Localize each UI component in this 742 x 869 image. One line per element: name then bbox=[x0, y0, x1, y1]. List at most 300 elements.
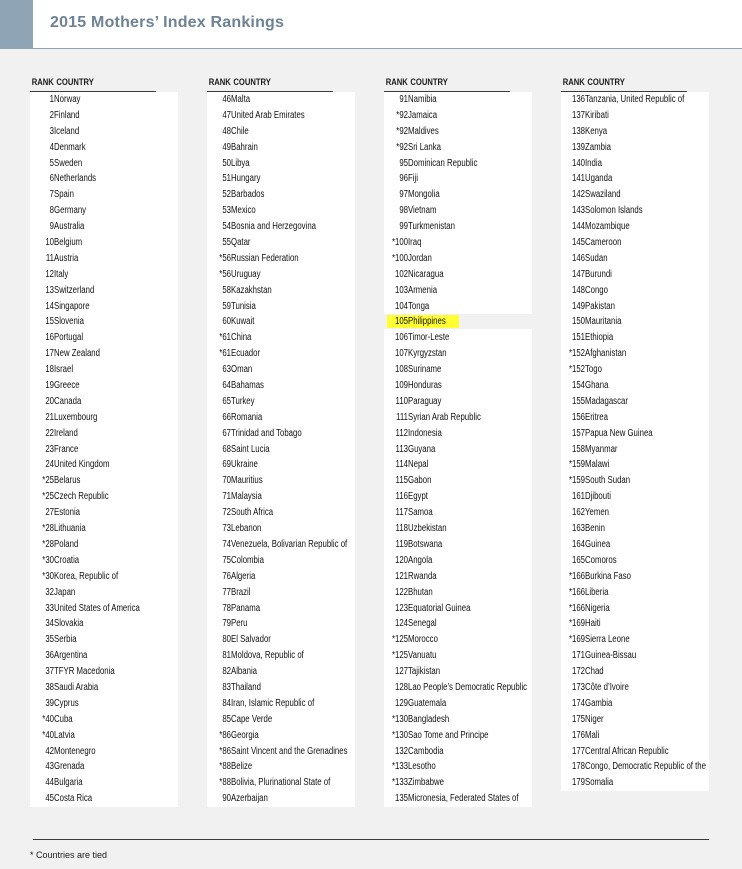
ranking-row bbox=[384, 92, 532, 108]
rank-value: *166 bbox=[568, 602, 585, 614]
rank-value: *133 bbox=[391, 777, 408, 789]
country-name: Belgium bbox=[54, 237, 83, 249]
rank-value: 155 bbox=[571, 395, 585, 407]
rank-value: 78 bbox=[222, 602, 231, 614]
rank-value: 162 bbox=[571, 507, 585, 519]
country-name: Tonga bbox=[408, 300, 430, 312]
rank-value: 156 bbox=[571, 411, 585, 423]
rank-value: *133 bbox=[391, 761, 408, 773]
ranking-row bbox=[30, 457, 178, 473]
rank-value: *92 bbox=[396, 141, 408, 153]
rank-value: 84 bbox=[222, 697, 231, 709]
ranking-row bbox=[561, 187, 709, 203]
ranking-row bbox=[30, 632, 178, 648]
country-name: Venezuela, Bolivarian Republic of bbox=[231, 538, 348, 550]
country-name: Madagascar bbox=[585, 395, 628, 407]
rank-value: 13 bbox=[45, 284, 54, 296]
ranking-row bbox=[384, 283, 532, 299]
ranking-row bbox=[30, 346, 178, 362]
ranking-row bbox=[561, 410, 709, 426]
rank-value: 8 bbox=[49, 205, 54, 217]
rank-value: *125 bbox=[391, 650, 408, 662]
ranking-row bbox=[207, 124, 355, 140]
country-name: Chile bbox=[231, 125, 249, 137]
ranking-row bbox=[561, 330, 709, 346]
rank-value: 5 bbox=[49, 157, 54, 169]
country-name: Iceland bbox=[54, 125, 80, 137]
country-name: Sierra Leone bbox=[585, 634, 630, 646]
country-name: Bangladesh bbox=[408, 713, 450, 725]
ranking-row bbox=[30, 505, 178, 521]
rank-value: 34 bbox=[45, 618, 54, 630]
rank-value: *56 bbox=[219, 268, 231, 280]
ranking-row bbox=[384, 187, 532, 203]
rank-value: 69 bbox=[222, 459, 231, 471]
ranking-row bbox=[30, 712, 178, 728]
rank-value: 9 bbox=[49, 221, 54, 233]
footnote: * Countries are tied bbox=[30, 850, 108, 860]
country-name: Lao People’s Democratic Republic bbox=[408, 681, 528, 693]
ranking-row bbox=[30, 473, 178, 489]
ranking-row bbox=[207, 171, 355, 187]
country-name: Uzbekistan bbox=[408, 523, 447, 535]
rank-value: 148 bbox=[571, 284, 585, 296]
rank-value: *125 bbox=[391, 634, 408, 646]
country-name: Brazil bbox=[231, 586, 251, 598]
ranking-row bbox=[384, 712, 532, 728]
country-name: Greece bbox=[54, 380, 80, 392]
rank-value: 147 bbox=[571, 268, 585, 280]
rank-value: 111 bbox=[396, 411, 408, 423]
country-name: Egypt bbox=[408, 491, 428, 503]
country-name: Panama bbox=[231, 602, 261, 614]
rank-value: 117 bbox=[395, 507, 408, 519]
country-name: Kyrgyzstan bbox=[408, 348, 447, 360]
country-name: Mauritania bbox=[585, 316, 622, 328]
country-name: Sri Lanka bbox=[408, 141, 441, 153]
country-name: Liberia bbox=[585, 586, 609, 598]
ranking-row bbox=[207, 92, 355, 108]
country-name: Senegal bbox=[408, 618, 437, 630]
country-name: Saint Vincent and the Grenadines bbox=[231, 745, 348, 757]
rank-value: 114 bbox=[395, 459, 408, 471]
country-name: Barbados bbox=[231, 189, 265, 201]
column-header bbox=[30, 74, 156, 92]
country-header: COUNTRY bbox=[56, 77, 94, 87]
rank-value: 53 bbox=[222, 205, 231, 217]
country-name: Indonesia bbox=[408, 427, 442, 439]
rank-value: 1 bbox=[49, 94, 54, 105]
country-name: Lesotho bbox=[408, 761, 436, 773]
rank-value: 116 bbox=[395, 491, 408, 503]
ranking-row bbox=[30, 330, 178, 346]
country-name: Hungary bbox=[231, 173, 261, 185]
ranking-row bbox=[561, 616, 709, 632]
rank-value: *25 bbox=[42, 491, 54, 503]
ranking-row bbox=[207, 362, 355, 378]
rank-value: 140 bbox=[571, 157, 585, 169]
country-name: Algeria bbox=[231, 570, 256, 582]
rank-value: 27 bbox=[45, 507, 54, 519]
country-name: Angola bbox=[408, 554, 433, 566]
ranking-row bbox=[384, 362, 532, 378]
rank-value: 177 bbox=[571, 745, 585, 757]
ranking-row bbox=[207, 759, 355, 775]
ranking-row bbox=[30, 187, 178, 203]
rank-value: 7 bbox=[49, 189, 54, 201]
country-name: Bhutan bbox=[408, 586, 433, 598]
ranking-row bbox=[207, 648, 355, 664]
country-name: Micronesia, Federated States of bbox=[408, 793, 519, 805]
rank-value: 36 bbox=[45, 650, 54, 662]
rankings-list bbox=[561, 92, 709, 791]
rank-value: *159 bbox=[568, 459, 585, 471]
country-name: Timor-Leste bbox=[408, 332, 450, 344]
country-name: Austria bbox=[54, 252, 79, 264]
rank-value: 143 bbox=[571, 205, 585, 217]
rank-value: 142 bbox=[571, 189, 585, 201]
ranking-row bbox=[384, 648, 532, 664]
country-name: Germany bbox=[54, 205, 87, 217]
rank-value: 38 bbox=[45, 681, 54, 693]
country-name: Slovakia bbox=[54, 618, 84, 630]
country-name: Yemen bbox=[585, 507, 610, 519]
rank-value: 105 bbox=[394, 316, 408, 328]
country-name: Nicaragua bbox=[408, 268, 444, 280]
country-name: Tajikistan bbox=[408, 666, 441, 678]
country-name: Syrian Arab Republic bbox=[408, 411, 481, 423]
column-header bbox=[561, 74, 687, 92]
ranking-row bbox=[207, 219, 355, 235]
rank-value: 2 bbox=[49, 109, 54, 121]
ranking-row bbox=[384, 378, 532, 394]
country-name: Mexico bbox=[231, 205, 256, 217]
ranking-row bbox=[384, 219, 532, 235]
country-name: Ukraine bbox=[231, 459, 258, 471]
country-name: Chad bbox=[585, 666, 604, 678]
country-name: Lithuania bbox=[54, 523, 86, 535]
country-name: Singapore bbox=[54, 300, 90, 312]
rank-value: *40 bbox=[42, 713, 54, 725]
ranking-row bbox=[384, 569, 532, 585]
ranking-row bbox=[384, 457, 532, 473]
country-name: Colombia bbox=[231, 554, 264, 566]
country-name: Botswana bbox=[408, 538, 443, 550]
ranking-row bbox=[561, 346, 709, 362]
rank-value: 73 bbox=[222, 523, 231, 535]
rank-value: 51 bbox=[222, 173, 231, 185]
country-name: Sudan bbox=[585, 252, 608, 264]
ranking-row bbox=[384, 728, 532, 744]
rank-value: 146 bbox=[571, 252, 585, 264]
country-name: Pakistan bbox=[585, 300, 615, 312]
ranking-row bbox=[207, 314, 355, 330]
ranking-row bbox=[384, 585, 532, 601]
country-name: Azerbaijan bbox=[231, 793, 268, 805]
ranking-row bbox=[30, 601, 178, 617]
rank-value: 132 bbox=[394, 745, 408, 757]
country-name: India bbox=[585, 157, 602, 169]
ranking-row bbox=[207, 457, 355, 473]
ranking-row bbox=[384, 680, 532, 696]
rank-value: 138 bbox=[571, 125, 585, 137]
rank-value: 15 bbox=[45, 316, 54, 328]
ranking-row bbox=[561, 696, 709, 712]
rank-value: 6 bbox=[49, 173, 54, 185]
rank-value: 118 bbox=[395, 523, 408, 535]
ranking-row bbox=[30, 521, 178, 537]
country-name: Uganda bbox=[585, 173, 613, 185]
country-name: Latvia bbox=[54, 729, 75, 741]
ranking-row bbox=[30, 569, 178, 585]
country-header: COUNTRY bbox=[410, 77, 448, 87]
rank-value: 37 bbox=[45, 666, 54, 678]
rank-value: 109 bbox=[394, 380, 408, 392]
ranking-row bbox=[30, 489, 178, 505]
country-name: TFYR Macedonia bbox=[54, 666, 115, 678]
country-name: Guinea-Bissau bbox=[585, 650, 637, 662]
rank-value: 44 bbox=[45, 777, 54, 789]
rank-value: *92 bbox=[396, 125, 408, 137]
ranking-row bbox=[207, 283, 355, 299]
rank-header: RANK bbox=[562, 77, 585, 87]
ranking-row bbox=[384, 505, 532, 521]
rank-value: *100 bbox=[391, 252, 408, 264]
country-name: Malaysia bbox=[231, 491, 262, 503]
country-name: Fiji bbox=[408, 173, 418, 185]
rankings-column-4 bbox=[561, 74, 709, 791]
country-name: Papua New Guinea bbox=[585, 427, 653, 439]
ranking-row bbox=[207, 537, 355, 553]
ranking-row bbox=[384, 616, 532, 632]
ranking-row bbox=[30, 251, 178, 267]
rank-value: 32 bbox=[45, 586, 54, 598]
rank-value: 39 bbox=[45, 697, 54, 709]
ranking-row bbox=[561, 585, 709, 601]
rank-value: 135 bbox=[394, 793, 408, 805]
country-name: Serbia bbox=[54, 634, 77, 646]
rank-value: 50 bbox=[222, 157, 231, 169]
country-name: New Zealand bbox=[54, 348, 100, 360]
rank-value: 12 bbox=[45, 268, 54, 280]
ranking-row bbox=[561, 489, 709, 505]
ranking-row bbox=[384, 759, 532, 775]
ranking-row bbox=[30, 314, 178, 330]
ranking-row bbox=[384, 664, 532, 680]
ranking-row bbox=[207, 251, 355, 267]
ranking-row bbox=[384, 553, 532, 569]
country-name: Equatorial Guinea bbox=[408, 602, 471, 614]
country-name: Nigeria bbox=[585, 602, 610, 614]
ranking-row bbox=[207, 521, 355, 537]
rank-value: 106 bbox=[394, 332, 408, 344]
ranking-row bbox=[207, 394, 355, 410]
ranking-row bbox=[384, 744, 532, 760]
country-name: Haiti bbox=[585, 618, 601, 630]
country-name: El Salvador bbox=[231, 634, 271, 646]
country-name: Italy bbox=[54, 268, 69, 280]
ranking-row bbox=[561, 124, 709, 140]
ranking-row bbox=[561, 648, 709, 664]
ranking-row bbox=[30, 537, 178, 553]
rank-value: 80 bbox=[222, 634, 231, 646]
rank-value: 178 bbox=[571, 761, 585, 773]
ranking-row bbox=[207, 601, 355, 617]
ranking-row bbox=[384, 235, 532, 251]
country-name: Ghana bbox=[585, 380, 609, 392]
ranking-row bbox=[561, 219, 709, 235]
rank-value: 96 bbox=[399, 173, 408, 185]
ranking-row bbox=[561, 728, 709, 744]
rank-value: 65 bbox=[222, 395, 231, 407]
ranking-row bbox=[30, 171, 178, 187]
ranking-row bbox=[207, 426, 355, 442]
country-name: Burkina Faso bbox=[585, 570, 631, 582]
country-name: Malta bbox=[231, 94, 251, 105]
ranking-row bbox=[30, 203, 178, 219]
country-name: Turkmenistan bbox=[408, 221, 455, 233]
country-name: Russian Federation bbox=[231, 252, 299, 264]
country-name: Swaziland bbox=[585, 189, 621, 201]
rank-value: 68 bbox=[222, 443, 231, 455]
rank-value: 95 bbox=[399, 157, 408, 169]
ranking-row bbox=[30, 791, 178, 807]
country-name: Luxembourg bbox=[54, 411, 98, 423]
country-name: Guyana bbox=[408, 443, 436, 455]
ranking-row bbox=[561, 267, 709, 283]
rank-value: 59 bbox=[222, 300, 231, 312]
country-name: Guatemala bbox=[408, 697, 447, 709]
rank-value: *28 bbox=[42, 523, 54, 535]
rank-value: 123 bbox=[394, 602, 408, 614]
country-name: Korea, Republic of bbox=[54, 570, 119, 582]
country-name: Congo, Democratic Republic of the bbox=[585, 761, 706, 773]
ranking-row bbox=[561, 235, 709, 251]
footer-divider bbox=[33, 839, 709, 840]
country-name: Kiribati bbox=[585, 109, 609, 121]
ranking-row bbox=[207, 330, 355, 346]
country-name: Switzerland bbox=[54, 284, 95, 296]
page-title: 2015 Mothers’ Index Rankings bbox=[50, 14, 285, 31]
ranking-row bbox=[30, 362, 178, 378]
country-name: Kenya bbox=[585, 125, 608, 137]
rank-value: 164 bbox=[571, 538, 585, 550]
ranking-row bbox=[30, 235, 178, 251]
ranking-row bbox=[30, 426, 178, 442]
country-name: Costa Rica bbox=[54, 793, 93, 805]
country-name: Israel bbox=[54, 364, 74, 376]
ranking-row bbox=[561, 171, 709, 187]
country-name: Sao Tome and Principe bbox=[408, 729, 489, 741]
country-name: Namibia bbox=[408, 94, 437, 105]
rank-value: 161 bbox=[571, 491, 585, 503]
rank-value: *30 bbox=[42, 554, 54, 566]
rank-value: *169 bbox=[568, 618, 585, 630]
country-header: COUNTRY bbox=[233, 77, 271, 87]
rank-value: 63 bbox=[222, 364, 231, 376]
rank-value: 66 bbox=[222, 411, 231, 423]
rank-value: 165 bbox=[571, 554, 585, 566]
country-name: Uruguay bbox=[231, 268, 261, 280]
rank-value: 11 bbox=[45, 252, 54, 264]
ranking-row bbox=[207, 489, 355, 505]
ranking-row bbox=[561, 664, 709, 680]
rank-header: RANK bbox=[385, 77, 408, 87]
rank-value: 58 bbox=[222, 284, 231, 296]
country-name: Nepal bbox=[408, 459, 429, 471]
rank-value: 42 bbox=[45, 745, 54, 757]
country-name: Maldives bbox=[408, 125, 439, 137]
header-divider bbox=[33, 48, 742, 49]
ranking-row bbox=[30, 156, 178, 172]
country-name: Morocco bbox=[408, 634, 438, 646]
country-name: Trinidad and Tobago bbox=[231, 427, 302, 439]
rank-value: 115 bbox=[395, 475, 408, 487]
ranking-row bbox=[561, 92, 709, 108]
ranking-row bbox=[207, 664, 355, 680]
ranking-row bbox=[384, 394, 532, 410]
rank-value: 150 bbox=[571, 316, 585, 328]
ranking-row bbox=[30, 410, 178, 426]
country-name: Cape Verde bbox=[231, 713, 273, 725]
rank-value: *152 bbox=[568, 364, 585, 376]
country-name: Spain bbox=[54, 189, 74, 201]
country-name: Armenia bbox=[408, 284, 438, 296]
rank-value: *28 bbox=[42, 538, 54, 550]
country-name: Saudi Arabia bbox=[54, 681, 99, 693]
ranking-row bbox=[561, 569, 709, 585]
country-name: Malawi bbox=[585, 459, 610, 471]
rank-value: 35 bbox=[45, 634, 54, 646]
ranking-row bbox=[30, 378, 178, 394]
rank-value: 157 bbox=[571, 427, 585, 439]
country-name: Qatar bbox=[231, 237, 251, 249]
ranking-row bbox=[561, 442, 709, 458]
rank-value: 77 bbox=[222, 586, 231, 598]
rank-value: 71 bbox=[222, 491, 231, 503]
country-name: Libya bbox=[231, 157, 250, 169]
country-name: Iran, Islamic Republic of bbox=[231, 697, 315, 709]
rank-value: *92 bbox=[396, 109, 408, 121]
ranking-row bbox=[384, 156, 532, 172]
country-name: France bbox=[54, 443, 79, 455]
rank-value: *100 bbox=[391, 237, 408, 249]
ranking-row bbox=[30, 648, 178, 664]
rank-value: 16 bbox=[45, 332, 54, 344]
ranking-row bbox=[561, 537, 709, 553]
ranking-row bbox=[207, 680, 355, 696]
country-name: Albania bbox=[231, 666, 258, 678]
country-name: Czech Republic bbox=[54, 491, 109, 503]
country-name: Guinea bbox=[585, 538, 611, 550]
country-name: Afghanistan bbox=[585, 348, 627, 360]
country-name: Georgia bbox=[231, 729, 259, 741]
country-name: Mali bbox=[585, 729, 600, 741]
country-name: Saint Lucia bbox=[231, 443, 270, 455]
rank-header: RANK bbox=[208, 77, 231, 87]
rankings-column-2 bbox=[207, 74, 355, 807]
ranking-row bbox=[561, 299, 709, 315]
rank-value: 22 bbox=[45, 427, 54, 439]
rank-value: 72 bbox=[222, 507, 231, 519]
rankings-column-1 bbox=[30, 74, 178, 807]
ranking-row bbox=[207, 632, 355, 648]
country-name: Mauritius bbox=[231, 475, 263, 487]
ranking-row bbox=[207, 299, 355, 315]
rank-value: 60 bbox=[222, 316, 231, 328]
rank-value: 23 bbox=[45, 443, 54, 455]
ranking-row bbox=[30, 775, 178, 791]
